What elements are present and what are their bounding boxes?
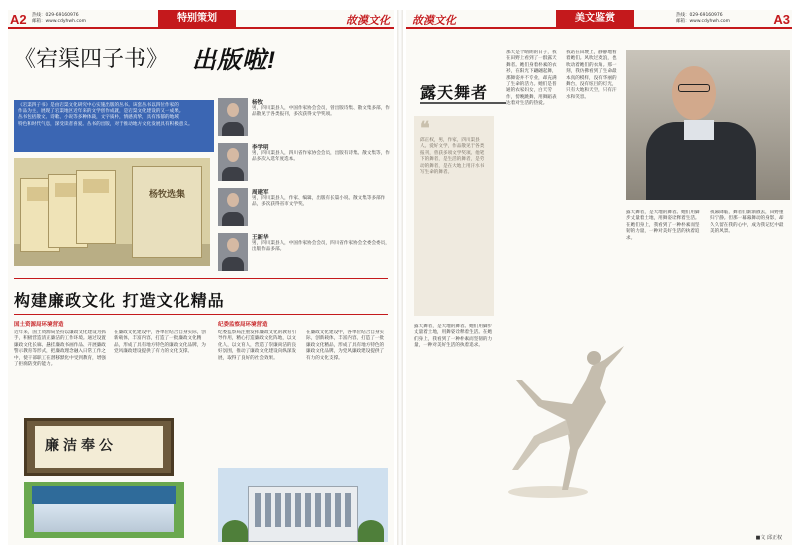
article-column: 露天舞者，是大地的舞者。她们用脚步丈量着土地，用舞姿诠释着生活。在她们身上，我看到了一种朴素而坚韧的力量，一种对美好生活的执着追求。: [626, 210, 700, 241]
intro-line: 《宕渠四子书》是由宕渠文化研究中心实施出版的丛书。该套丛书以四位作家的: [18, 103, 179, 108]
contact-info: [32, 13, 86, 25]
author-portrait: [626, 50, 790, 200]
calligraphy-text: 廉洁奉公: [45, 438, 117, 454]
right-page: [406, 10, 792, 545]
contact-line: 邮箱：www.cdyhwh.com: [676, 19, 730, 24]
book-cover: [132, 166, 202, 258]
headline-underline: [420, 102, 506, 104]
book-cover-title: 杨牧选集: [148, 190, 185, 200]
article-column: 纪委监察局注重发挥廉政文化的教育引导作用，精心打造廉政文化阵地，以文化人，以文育人，营造了崇廉尚洁的良好氛围，推动了廉政文化建设向纵深发展，取得了良好的社会效果。: [218, 330, 297, 361]
author-name: 王新华: [252, 235, 269, 241]
left-page: [8, 10, 394, 545]
intro-line: 作品为主，展现了宕渠地区近年来的文学创作成就，是宕渠文化建设的又一成果。: [18, 109, 184, 115]
building-photo: [218, 468, 388, 542]
author-name: 周建军: [252, 190, 269, 196]
billboard-photo: [24, 482, 184, 538]
section-divider: [14, 278, 388, 279]
building: [248, 486, 358, 542]
author-item: [218, 143, 392, 185]
page-spine: [397, 10, 403, 545]
author-quote-box: [414, 116, 494, 316]
article-column: 我站在田埂上，静静地看着她们。风吹过麦浪，也吹动着她们的衣角。那一刻，我仿佛看到了生命最本真的模样，没有华丽的舞台，没有炫目的灯光，只有大地和天空，只有汗水和笑容。: [566, 50, 617, 100]
author-name: 李学明: [252, 145, 269, 151]
contact-line: 邮箱：www.cdyhwh.com: [32, 19, 86, 24]
author-photo: [218, 233, 248, 271]
article-credit: ■文 邱正权: [755, 535, 782, 541]
portrait-head: [672, 66, 716, 120]
quote-mark-icon: ❝: [420, 118, 430, 139]
author-bio: 男，四川渠县人，四川省作家协会会员，出版有诗集、散文集等，作品多次入选年度选本。: [252, 151, 390, 162]
intro-line: 丛书包括散文、诗歌、小说等多种体裁，文字质朴，情感真挚，具有浓郁的地域: [18, 115, 179, 121]
header-rule: [8, 27, 394, 29]
section-tag: 特别策划: [158, 10, 236, 27]
author-item: [218, 233, 392, 275]
calligraphy-photo: [24, 418, 174, 476]
contact-line: 热线：029-69160976: [676, 13, 723, 18]
subhead: 纪委监察局环境营造: [218, 322, 268, 328]
left-header: [8, 10, 394, 32]
contact-line: 热线：029-69160976: [32, 13, 79, 18]
author-item: [218, 98, 392, 140]
intro-box: [14, 100, 214, 152]
section-tag: 美文鉴赏: [556, 10, 634, 27]
contact-info: [676, 13, 730, 25]
author-photo: [218, 188, 248, 226]
author-photo: [218, 143, 248, 181]
author-bio: 男，四川渠县人，中国作家协会会员，四川省作家协会全委会委员，出版作品多部。: [252, 241, 390, 252]
glasses-icon: [678, 84, 710, 92]
author-item: [218, 188, 392, 230]
article-column: 在廉政文化建设中，各单位结合自身实际，创新载体，丰富内容，打造了一批廉政文化精品，形成了具有地方特色的廉政文化品牌，为党风廉政建设提供了有力的文化支撑。: [114, 330, 206, 355]
dancer-silhouette-icon: [508, 340, 628, 510]
intro-line: 特色和时代气息，深受读者喜爱。丛书的出版，对于推动地方文化发展具有积极意义。: [18, 121, 193, 127]
page-number: A3: [773, 12, 790, 27]
author-photo: [218, 98, 248, 136]
author-bio: 男，四川渠县人，作家、编辑，出版有长篇小说、散文集等多部作品，多次获得省市文学奖。: [252, 196, 386, 207]
main-headline: [14, 38, 314, 78]
secondary-headline: 构建廉政文化 打造文化精品: [14, 291, 225, 310]
article-column: 露天舞者，是大地的舞者。她们用脚步丈量着土地，用舞姿诠释着生活。在她们身上，我看到了一种朴素而坚韧的力量，一种对美好生活的执着追求。: [414, 324, 493, 349]
portrait-collar: [684, 120, 714, 140]
author-bio: 男，四川渠县人，中国作家协会会员，曾出版诗集、散文集多部，作品散见于各类报刊，多次获得文学奖项。: [252, 106, 390, 117]
section-divider: [14, 314, 388, 315]
article-column: 在廉政文化建设中，各单位结合自身实际，创新载体，丰富内容，打造了一批廉政文化精品，形成了具有地方特色的廉政文化品牌，为党风廉政建设提供了有力的文化支撑。: [306, 330, 385, 361]
article-column: 夜幕降临，舞者们渐渐散去，田野重归宁静。但那一幕幕舞动的身影，却久久留在我的心中，成为我记忆中最美的风景。: [710, 210, 784, 235]
billboard: [32, 486, 176, 504]
right-header: [406, 10, 792, 32]
author-name: 杨牧: [252, 100, 264, 106]
brand-logo: 故漠文化: [346, 14, 390, 27]
billboard-building: [34, 504, 174, 532]
article-column: 近年来，国土资源局坚持以廉政文化建设为抓手，积极营造清正廉洁的工作环境。通过设置廉政文化长廊、悬挂廉政书画作品、开展廉政警示教育等形式，把廉政理念融入日常工作之中，使干部职工在潜移默化中受到教育，增强了拒腐防变的能力。: [14, 330, 106, 368]
tree: [358, 520, 384, 542]
author-list: [218, 98, 392, 278]
brand-logo: 故漠文化: [412, 14, 456, 27]
header-rule: [406, 27, 792, 29]
article-column: 那天是个晴朗的日子，我在田野上看到了一群露天舞者。她们身着朴素的衣衫，在阳光下翩翩起舞，那舞姿并不专业，却充满了生命的活力。她们是普通的农家妇女，白天劳作，傍晚跳舞，用舞蹈表达着对生活的热爱。: [506, 50, 557, 107]
article-headline: 露天舞者: [420, 83, 489, 102]
subhead: 国土资源局环境营造: [14, 322, 64, 328]
headline-accent: 出版啦!: [192, 47, 276, 74]
book-photo: [14, 158, 210, 266]
page-number: A2: [10, 12, 27, 27]
tree: [222, 520, 248, 542]
quote-text: 邱正权，男，作家，四川渠县人。爱好文学，作品散见于各类报刊，曾获多项文学奖项。他笔下的舞者，是生活的舞者，是劳动的舞者，是在大地上用汗水书写生命的舞者。: [420, 138, 485, 176]
headline-title: 《宕渠四子书》: [14, 47, 169, 72]
book: [76, 170, 116, 244]
